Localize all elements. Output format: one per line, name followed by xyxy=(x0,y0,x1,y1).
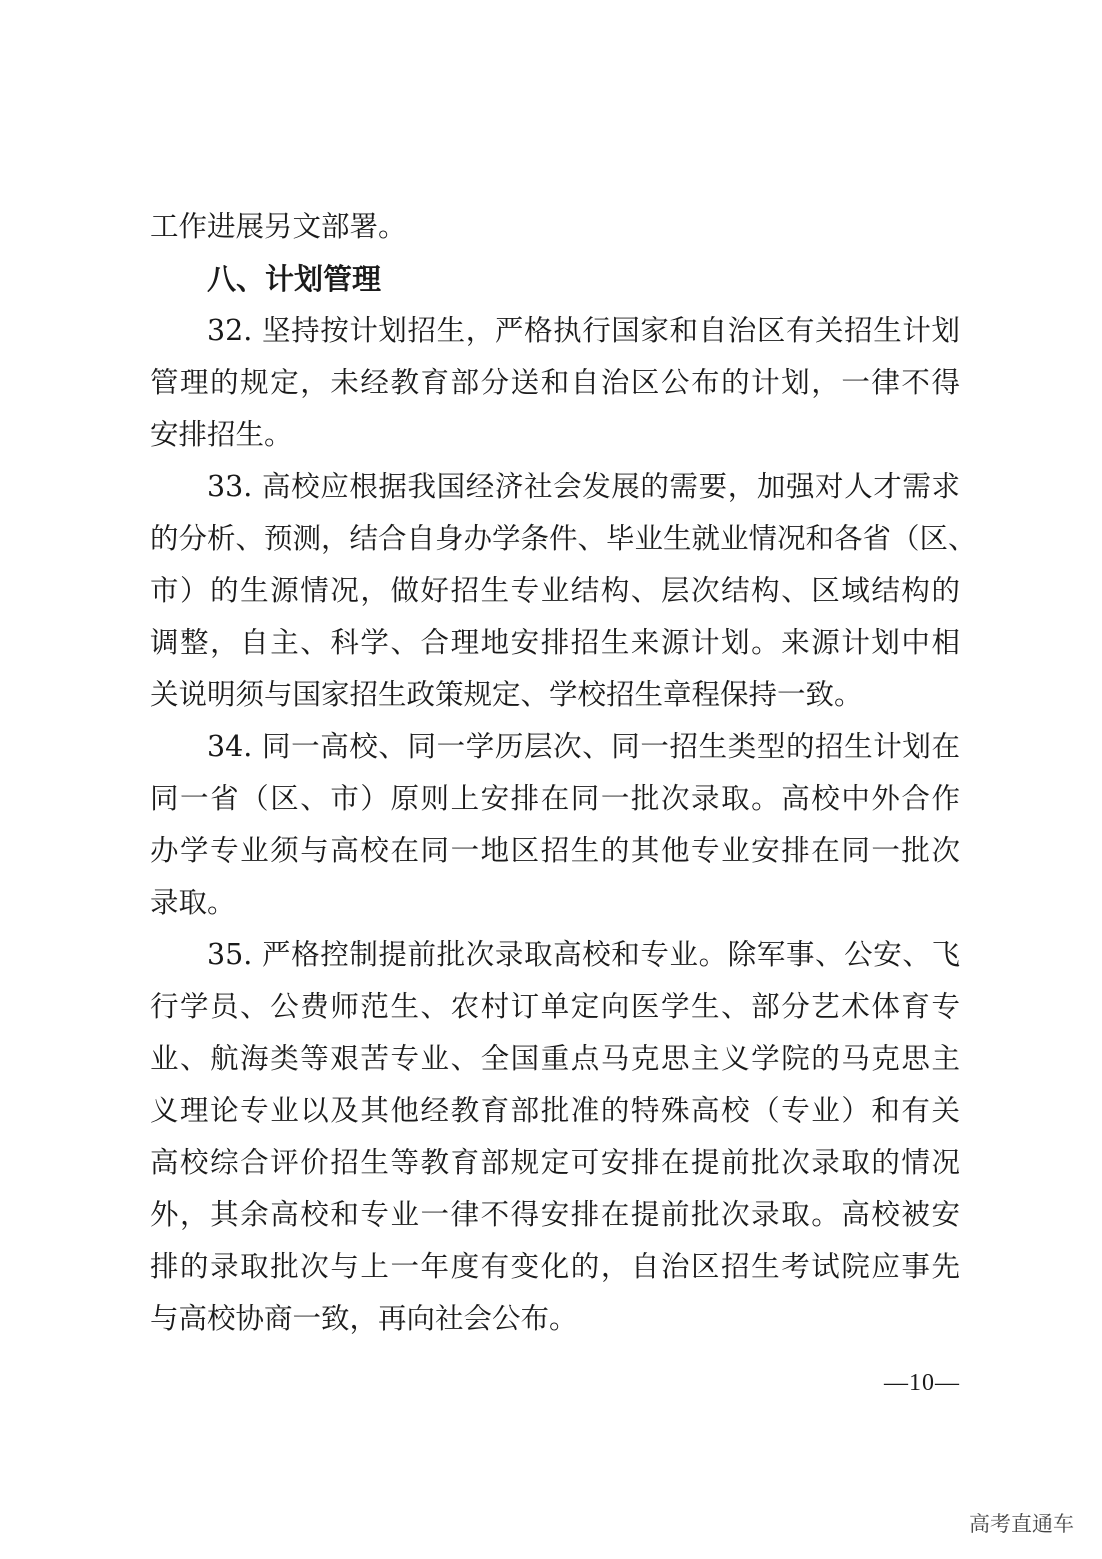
paragraph-line: 排的录取批次与上一年度有变化的，自治区招生考试院应事先 xyxy=(150,1250,960,1283)
paragraph-line: 关说明须与国家招生政策规定、学校招生章程保持一致。 xyxy=(150,678,863,711)
paragraph-line: 市）的生源情况，做好招生专业结构、层次结构、区域结构的 xyxy=(150,574,960,607)
paragraph-line: 高校综合评价招生等教育部规定可安排在提前批次录取的情况 xyxy=(150,1146,960,1179)
watermark-text: 高考直通车 xyxy=(969,1512,1074,1536)
paragraph-line: 管理的规定，未经教育部分送和自治区公布的计划，一律不得 xyxy=(150,366,960,399)
page-number: —10— xyxy=(884,1370,960,1396)
paragraph-line: 办学专业须与高校在同一地区招生的其他专业安排在同一批次 xyxy=(150,834,960,867)
paragraph-line: 34. 同一高校、同一学历层次、同一招生类型的招生计划在 xyxy=(207,730,960,763)
paragraph-line: 安排招生。 xyxy=(150,418,293,451)
paragraph-line: 调整，自主、科学、合理地安排招生来源计划。来源计划中相 xyxy=(150,626,960,659)
paragraph-line: 同一省（区、市）原则上安排在同一批次录取。高校中外合作 xyxy=(150,782,960,815)
paragraph-line: 与高校协商一致，再向社会公布。 xyxy=(150,1302,578,1335)
paragraph-line: 义理论专业以及其他经教育部批准的特殊高校（专业）和有关 xyxy=(150,1094,960,1127)
paragraph-line: 行学员、公费师范生、农村订单定向医学生、部分艺术体育专 xyxy=(150,990,960,1023)
section-heading: 八、计划管理 xyxy=(207,262,382,296)
paragraph-line: 外，其余高校和专业一律不得安排在提前批次录取。高校被安 xyxy=(150,1198,960,1231)
paragraph-line: 33. 高校应根据我国经济社会发展的需要，加强对人才需求 xyxy=(207,470,960,503)
intro-line: 工作进展另文部署。 xyxy=(150,210,407,243)
paragraph-line: 的分析、预测，结合自身办学条件、毕业生就业情况和各省（区、 xyxy=(150,522,977,555)
paragraph-line: 35. 严格控制提前批次录取高校和专业。除军事、公安、飞 xyxy=(207,938,960,971)
paragraph-line: 32. 坚持按计划招生，严格执行国家和自治区有关招生计划 xyxy=(207,314,960,347)
paragraph-line: 录取。 xyxy=(150,886,236,919)
paragraph-line: 业、航海类等艰苦专业、全国重点马克思主义学院的马克思主 xyxy=(150,1042,960,1075)
